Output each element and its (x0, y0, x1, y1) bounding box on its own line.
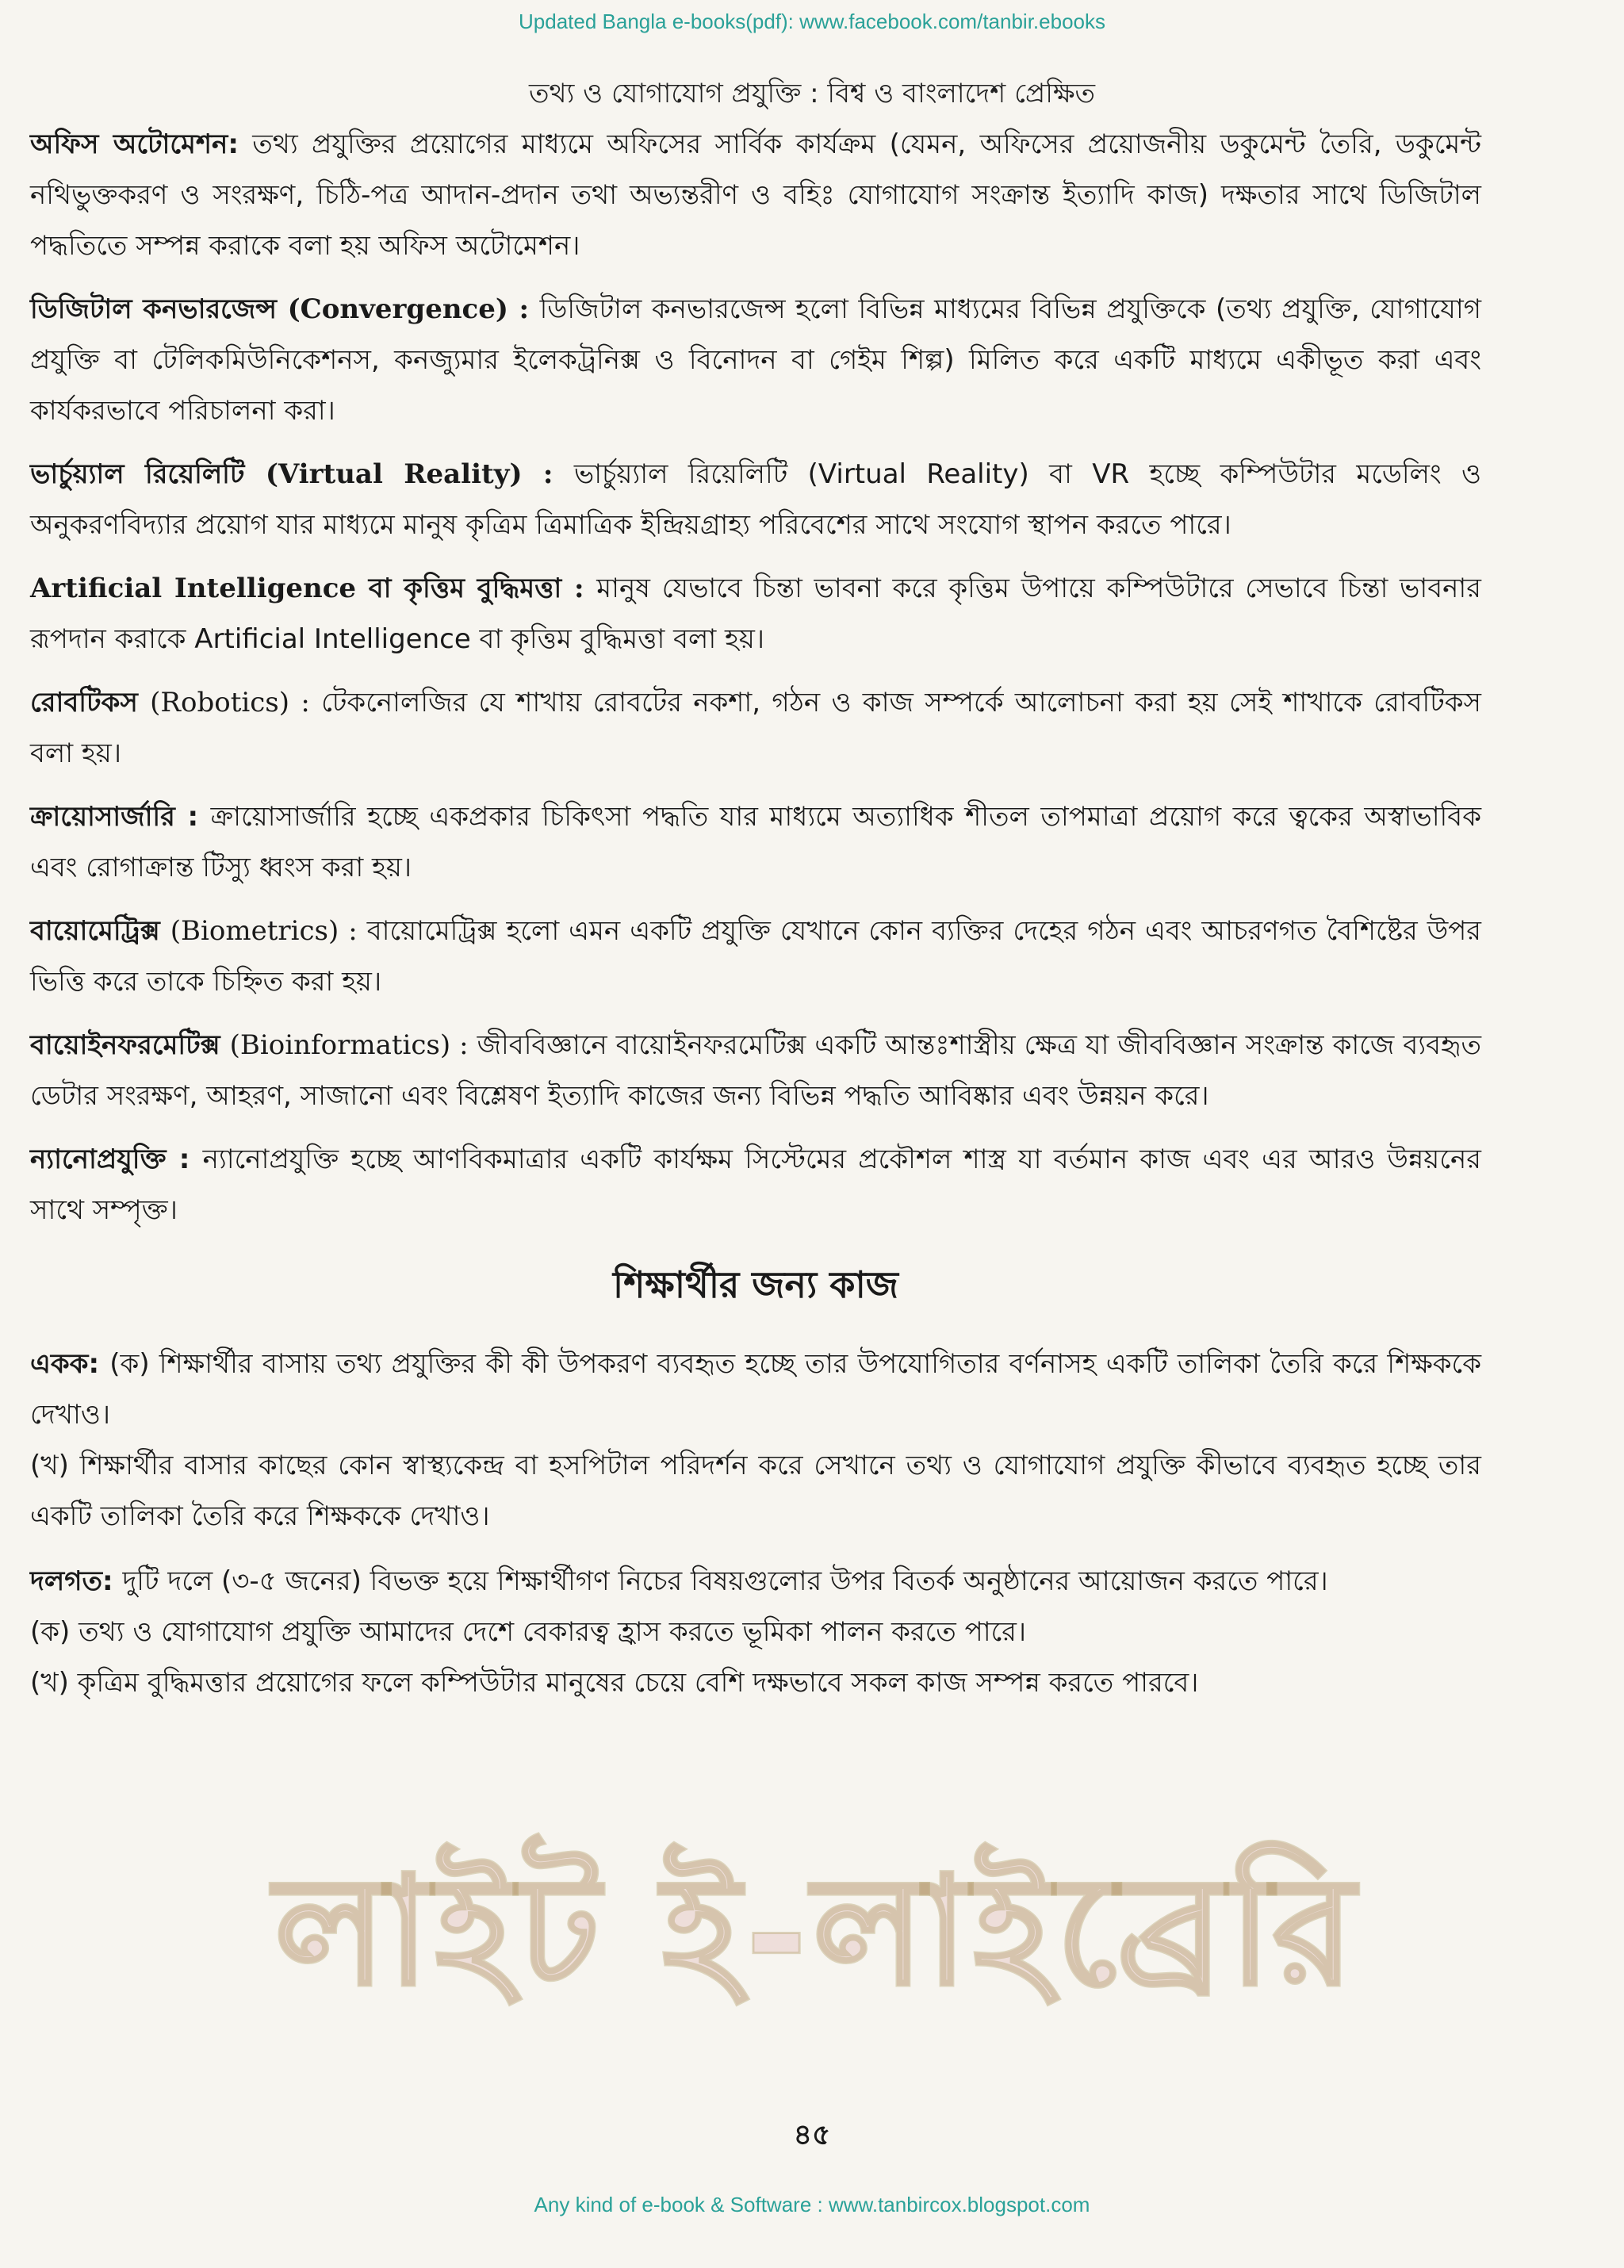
definition-latin: (Virtual Reality) : (265, 458, 574, 490)
task-label-individual: একক: (30, 1348, 110, 1380)
definition-latin: (Convergence) : (287, 293, 540, 325)
definition-body: তথ্য প্রযুক্তির প্রয়োগের মাধ্যমে অফিসের সার্বিক কার্যক্রম (যেমন, অফিসের প্রয়োজনীয় ডকুমেন্ট তৈরি, ডকুমেন্ট নথিভুক্তকরণ ও সংরক্ষণ, চিঠি-পত্র আদান-প্রদান তথা অভ্যন্তরীণ ও বহিঃ যোগাযোগ সংক্রান্ত ইত্যাদি কাজ) দক্ষতার সাথে ডিজিটাল পদ্ধতিতে সম্পন্ন করাকে বলা হয় অফিস অটোমেশন। (30, 128, 1481, 262)
definition-body: মানুষ যেভাবে চিন্তা ভাবনা করে কৃত্তিম উপায়ে কম্পিউটারে সেভাবে চিন্তা ভাবনার রূপদান করাকে Artificial Intelligence বা কৃত্তিম বুদ্ধিমত্তা বলা হয়। (30, 573, 1481, 655)
definition-term: রোবটিকস (30, 687, 151, 718)
definition-body: ভার্চুয়্যাল রিয়েলিটি (Virtual Reality) বা VR হচ্ছে কম্পিউটার মডেলিং ও অনুকরণবিদ্যার প্রয়োগ যার মাধ্যমে মানুষ কৃত্রিম ত্রিমাত্রিক ইন্দ্রিয়গ্রাহ্য পরিবেশের সাথে সংযোগ স্থাপন করতে পারে। (30, 458, 1481, 541)
task-label-group: দলগত: (30, 1565, 123, 1597)
definition-cryosurgery (30, 791, 1481, 893)
task-group-b: (খ) কৃত্রিম বুদ্ধিমত্তার প্রয়োগের ফলে কম্পিউটার মানুষের চেয়ে বেশি দক্ষভাবে সকল কাজ সম্পন্ন করতে পারবে। (30, 1667, 1199, 1699)
definition-virtual-reality (30, 449, 1481, 550)
section-heading-student-tasks: শিক্ষার্থীর জন্য কাজ (613, 1263, 898, 1306)
definition-body: ন্যানোপ্রযুক্তি হচ্ছে আণবিকমাত্রার একটি কার্যক্ষম সিস্টেমের প্রকৌশল শাস্ত্র যা বর্তমান কাজ এবং এর আরও উন্নয়নের সাথে সম্পৃক্ত। (30, 1144, 1481, 1226)
definition-office-automation (30, 119, 1481, 271)
spacer (30, 1542, 1481, 1556)
definition-latin: (Robotics) : (150, 687, 322, 718)
running-title: তথ্য ও যোগাযোগ প্রযুক্তি : বিশ্ব ও বাংলাদেশ প্রেক্ষিত (528, 78, 1096, 109)
task-text: (ক) শিক্ষার্থীর বাসায় তথ্য প্রযুক্তির কী কী উপকরণ ব্যবহৃত হচ্ছে তার উপযোগিতার বর্ণনাসহ একটি তালিকা তৈরি করে শিক্ষককে দেখাও। (30, 1348, 1482, 1431)
task-group-intro (30, 1556, 1481, 1607)
watermark-logo: লাইট ই-লাইব্রেরি (274, 1842, 1360, 2019)
definition-nanotechnology (30, 1134, 1481, 1236)
definition-term: অফিস অটোমেশন: (30, 128, 239, 160)
definition-artificial-intelligence (30, 563, 1481, 665)
task-individual-b: (খ) শিক্ষার্থীর বাসার কাছের কোন স্বাস্থ্যকেন্দ্র বা হসপিটাল পরিদর্শন করে সেখানে তথ্য ও যোগাযোগ প্রযুক্তি কীভাবে ব্যবহৃত হচ্ছে তার একটি তালিকা তৈরি করে শিক্ষককে দেখাও। (30, 1450, 1481, 1532)
definition-term: ডিজিটাল কনভারজেন্স (30, 293, 288, 325)
definition-term: ন্যানোপ্রযুক্তি : (30, 1144, 203, 1175)
definition-latin: (Biometrics) : (170, 915, 367, 947)
definition-term: Artificial Intelligence বা কৃত্তিম বুদ্ধিমত্তা : (30, 573, 597, 604)
definition-bioinformatics (30, 1020, 1481, 1121)
page-content (30, 119, 1481, 1708)
definition-digital-convergence (30, 284, 1481, 436)
page-number: ৪৫ (793, 2119, 831, 2151)
task-individual-a (30, 1339, 1481, 1440)
definition-body: জীববিজ্ঞানে বায়োইনফরমেটিক্স একটি আন্তঃশাস্ত্রীয় ক্ষেত্র যা জীববিজ্ঞান সংক্রান্ত কাজে ব্যবহৃত ডেটার সংরক্ষণ, আহরণ, সাজানো এবং বিশ্লেষণ ইত্যাদি কাজের জন্য বিভিন্ন পদ্ধতি আবিষ্কার এবং উন্নয়ন করে। (30, 1029, 1481, 1112)
definition-term: ক্রায়োসার্জারি : (30, 801, 211, 833)
definition-biometrics (30, 906, 1481, 1007)
definition-body: ডিজিটাল কনভারজেন্স হলো বিভিন্ন মাধ্যমের বিভিন্ন প্রযুক্তিকে (তথ্য প্রযুক্তি, যোগাযোগ প্রযুক্তি বা টেলিকমিউনিকেশনস, কনজ্যুমার ইলেকট্রনিক্স ও বিনোদন বা গেইম শিল্প) মিলিত করে একটি মাধ্যমে একীভূত করা এবং কার্যকরভাবে পরিচালনা করা। (30, 293, 1481, 427)
definition-term: বায়োইনফরমেটিক্স (30, 1029, 230, 1061)
definition-term: বায়োমেট্রিক্স (30, 915, 170, 947)
task-group-a: (ক) তথ্য ও যোগাযোগ প্রযুক্তি আমাদের দেশে বেকারত্ব হ্রাস করতে ভূমিকা পালন করতে পারে। (30, 1616, 1027, 1648)
task-text: দুটি দলে (৩-৫ জনের) বিভক্ত হয়ে শিক্ষার্থীগণ নিচের বিষয়গুলোর উপর বিতর্ক অনুষ্ঠানের আয়োজন করতে পারে। (122, 1565, 1328, 1597)
student-tasks (30, 1339, 1481, 1708)
definition-body: বায়োমেট্রিক্স হলো এমন একটি প্রযুক্তি যেখানে কোন ব্যক্তির দেহের গঠন এবং আচরণগত বৈশিষ্টের উপর ভিত্তি করে তাকে চিহ্নিত করা হয়। (30, 915, 1482, 998)
definition-term: ভার্চুয়্যাল রিয়েলিটি (30, 458, 266, 490)
top-banner-link[interactable]: Updated Bangla e-books(pdf): www.facebook.com/tanbir.ebooks (519, 10, 1105, 33)
definition-latin: (Bioinformatics) : (229, 1029, 477, 1061)
definition-robotics (30, 677, 1481, 779)
definition-body: টেকনোলজির যে শাখায় রোবটের নকশা, গঠন ও কাজ সম্পর্কে আলোচনা করা হয় সেই শাখাকে রোবটিকস বলা হয়। (30, 687, 1481, 769)
definition-body: ক্রায়োসার্জারি হচ্ছে একপ্রকার চিকিৎসা পদ্ধতি যার মাধ্যমে অত্যাধিক শীতল তাপমাত্রা প্রয়োগ করে ত্বকের অস্বাভাবিক এবং রোগাক্রান্ত টিস্যু ধ্বংস করা হয়। (30, 801, 1481, 883)
bottom-banner-link[interactable]: Any kind of e-book & Software : www.tanbircox.blogspot.com (534, 2193, 1090, 2216)
